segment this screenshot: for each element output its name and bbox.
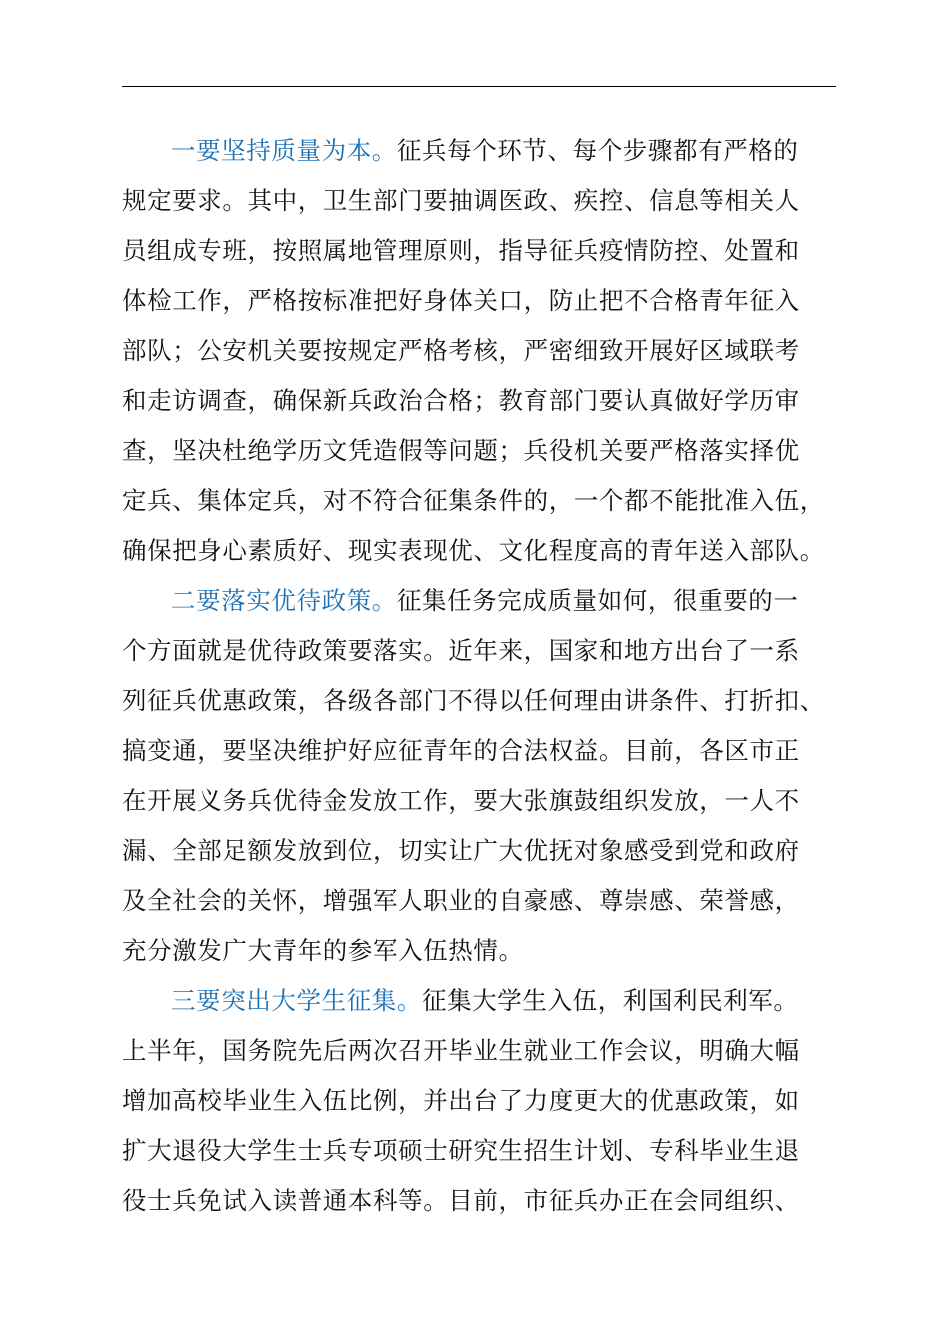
text-line: 及全社会的关怀，增强军人职业的自豪感、尊崇感、荣誉感， <box>122 886 800 915</box>
text-line: 部队；公安机关要按规定严格考核，严密细致开展好区域联考 <box>122 336 800 365</box>
text-line: 员组成专班，按照属地管理原则，指导征兵疫情防控、处置和 <box>122 236 800 265</box>
text-line: 上半年，国务院先后两次召开毕业生就业工作会议，明确大幅 <box>122 1036 800 1065</box>
text-line: 定兵、集体定兵，对不符合征集条件的，一个都不能批准入伍， <box>122 486 825 515</box>
paragraph-2-first-line <box>122 576 836 626</box>
text-line: 增加高校毕业生入伍比例，并出台了力度更大的优惠政策，如 <box>122 1086 800 1115</box>
text-line: 个方面就是优待政策要落实。近年来，国家和地方出台了一系 <box>122 636 800 665</box>
text-line: 体检工作，严格按标准把好身体关口，防止把不合格青年征入 <box>122 286 800 315</box>
text-line: 规定要求。其中，卫生部门要抽调医政、疾控、信息等相关人 <box>122 186 800 215</box>
paragraph-1-heading: 一要坚持质量为本。 <box>171 136 397 165</box>
paragraph-3-text: 征集大学生入伍，利国利民利军。 <box>422 986 799 1015</box>
text-line: 查，坚决杜绝学历文凭造假等问题；兵役机关要严格落实择优 <box>122 436 800 465</box>
text-line: 搞变通，要坚决维护好应征青年的合法权益。目前，各区市正 <box>122 736 800 765</box>
text-line: 在开展义务兵优待金发放工作，要大张旗鼓组织发放，一人不 <box>122 786 800 815</box>
paragraph-1-first-line <box>122 126 836 176</box>
document-body <box>122 126 836 1226</box>
paragraph-3-heading: 三要突出大学生征集。 <box>171 986 422 1015</box>
text-line: 和走访调查，确保新兵政治合格；教育部门要认真做好学历审 <box>122 386 800 415</box>
text-line: 漏、全部足额发放到位，切实让广大优抚对象感受到党和政府 <box>122 836 800 865</box>
text-line: 役士兵免试入读普通本科等。目前，市征兵办正在会同组织、 <box>122 1186 800 1215</box>
paragraph-2-text: 征集任务完成质量如何，很重要的一 <box>396 586 799 615</box>
paragraph-3-first-line <box>122 976 836 1026</box>
paragraph-2-heading: 二要落实优待政策。 <box>171 586 397 615</box>
text-line: 确保把身心素质好、现实表现优、文化程度高的青年送入部队。 <box>122 536 825 565</box>
header-rule <box>122 86 836 87</box>
paragraph-1-text: 征兵每个环节、每个步骤都有严格的 <box>396 136 799 165</box>
text-line: 扩大退役大学生士兵专项硕士研究生招生计划、专科毕业生退 <box>122 1136 800 1165</box>
text-line: 充分激发广大青年的参军入伍热情。 <box>122 936 524 965</box>
text-line: 列征兵优惠政策，各级各部门不得以任何理由讲条件、打折扣、 <box>122 686 825 715</box>
